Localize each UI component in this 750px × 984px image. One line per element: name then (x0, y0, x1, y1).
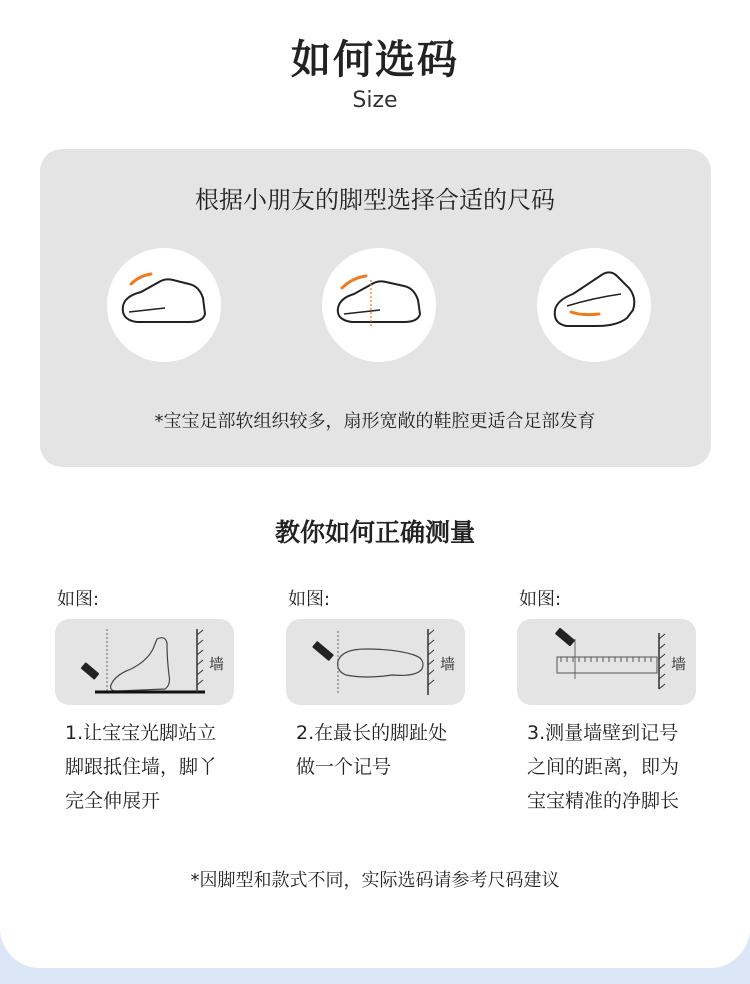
step-2-line-1: 2.在最长的脚趾处 (296, 722, 448, 744)
step-2-label: 如图: (288, 589, 331, 610)
step-1-text (65, 716, 255, 818)
step-3-text (527, 716, 717, 818)
mark-longest-toe-icon (286, 619, 465, 705)
step-3-line-2: 之间的距离，即为 (527, 756, 680, 778)
step-3-line-3: 宝宝精准的净脚长 (527, 790, 680, 812)
foot-shape-note: *宝宝足部软组织较多，扇形宽敞的鞋腔更适合足部发育 (154, 411, 596, 432)
shoe-instep-icon (107, 248, 221, 362)
foot-shape-heading: 根据小朋友的脚型选择合适的尺码 (195, 186, 555, 214)
step-2-line-2: 做一个记号 (296, 756, 392, 778)
step-1-line-2: 脚跟抵住墙，脚丫 (65, 756, 218, 778)
step-1-label: 如图: (57, 589, 100, 610)
step-3-label: 如图: (519, 589, 562, 610)
wall-label: 墙 (440, 655, 456, 673)
footer-note: *因脚型和款式不同，实际选码请参考尺码建议 (190, 870, 560, 891)
shoe-toe-line-icon (322, 248, 436, 362)
step-1-line-1: 1.让宝宝光脚站立 (65, 722, 217, 744)
step-3-line-1: 3.测量墙壁到记号 (527, 722, 679, 744)
step-1-line-3: 完全伸展开 (65, 790, 161, 812)
wall-label: 墙 (209, 655, 225, 673)
page-subtitle: Size (352, 88, 398, 113)
page-title: 如何选码 (291, 37, 459, 83)
step-2-text (296, 716, 486, 784)
foot-against-wall-icon (55, 619, 234, 705)
wall-label: 墙 (671, 655, 687, 673)
measure-with-ruler-icon (517, 619, 696, 705)
shoe-sole-icon (537, 248, 651, 362)
measure-heading: 教你如何正确测量 (274, 518, 475, 547)
